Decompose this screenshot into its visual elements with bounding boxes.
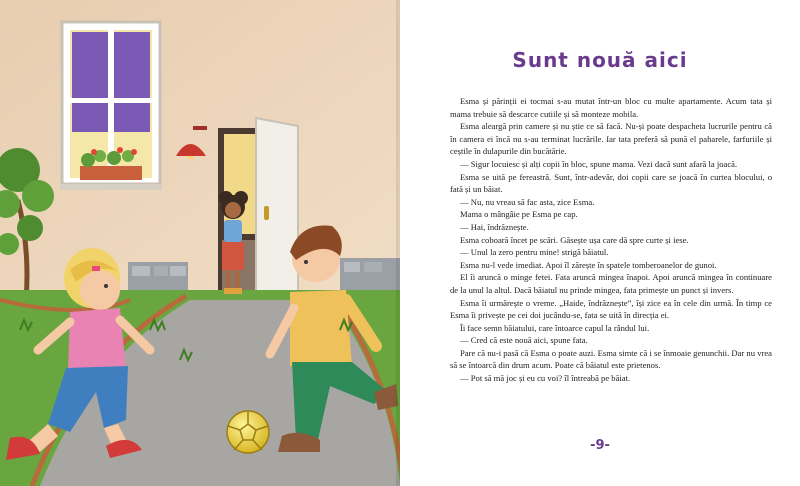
soccer-ball [227, 411, 269, 453]
paragraph: Pare că nu-i pasă că Esma o poate auzi. Esma simte că i se înmoaie genunchii. Dar nu vrea să se întoarcă din drum acum. Poate că băiatul este prietenos. [450, 347, 772, 371]
paragraph: — Nu, nu vreau să fac asta, zice Esma. [460, 196, 595, 207]
chapter-title: Sunt nouă aici [512, 48, 688, 72]
paragraph: Esma coboară încet pe scări. Găsește ușa care dă spre curte și iese. [460, 234, 689, 245]
paragraph: Esma aleargă prin camere și nu știe ce să facă. Nu-și poate despacheta lucrurile pentru că în camera ei încă nu s-au terminat lucrările. Iar tata preferă să pună el paharele, farfuriile și ceștile în dulapurile din bucătărie. [450, 121, 772, 157]
paragraph: Mama o mângâie pe Esma pe cap. [460, 209, 578, 220]
flower-box [80, 166, 142, 180]
paragraph: Îi face semn băiatului, care întoarce capul la rândul lui. [460, 322, 650, 333]
paragraph: — Unul la zero pentru mine! strigă băiatul. [460, 247, 609, 258]
paragraph: Esma și părinții ei tocmai s-au mutat într-un bloc cu multe apartamente. Acum tata și mama trebuie să descarce cutiile și să monteze mobila. [450, 96, 772, 119]
paragraph: Esma îi urmărește o vreme. „Haide, îndrăznește”, își zice ea în cele din urmă. În timp ce Esma îi privește pe cei doi jucându-se, fata se uită în direcția ei. [450, 297, 772, 321]
open-door [256, 118, 298, 304]
paragraph: El îi aruncă o minge fetei. Fata aruncă mingea înapoi. Apoi aruncă mingea în continuare de la unul la altul. Dacă băiatul nu prinde mingea, fata primește un punct și invers. [450, 272, 772, 295]
window-curtain-left [72, 32, 108, 132]
paragraph: Esma nu-l vede imediat. Apoi îl zărește în spatele tomberoanelor de gunoi. [460, 259, 717, 270]
paragraph: Esma se uită pe fereastră. Sunt, într-adevăr, doi copii care se joacă în curtea blocului, o fată și un băiat. [450, 171, 772, 195]
window [60, 22, 162, 190]
story-text [450, 95, 772, 385]
paragraph: — Pot să mă joc și eu cu voi? îl întreabă pe băiat. [460, 373, 631, 384]
paragraph: — Sigur locuiesc și alți copii în bloc, spune mama. Vezi dacă sunt afară la joacă. [460, 158, 738, 169]
paragraph: — Cred că este nouă aici, spune fata. [460, 335, 588, 346]
text-page [400, 0, 800, 486]
page-number: -9- [590, 438, 610, 453]
window-curtain-right [114, 32, 150, 132]
paragraph: — Hai, îndrăznește. [460, 221, 529, 232]
